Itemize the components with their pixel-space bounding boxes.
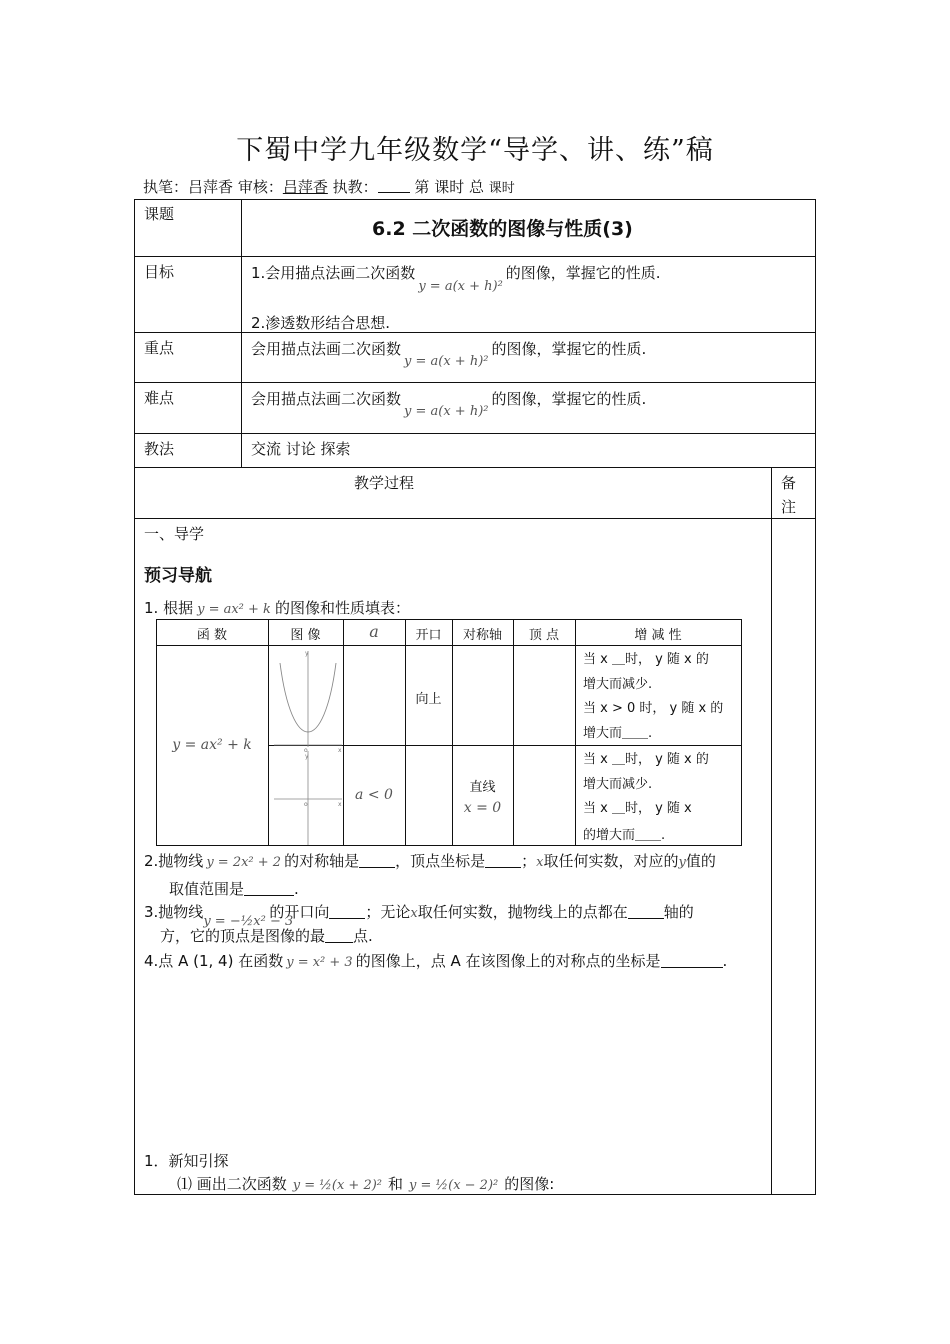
row-divider: [134, 433, 815, 434]
grid-line: [513, 619, 514, 845]
trend-top-line-2: 增大而减少.: [583, 677, 653, 692]
draw-text: ⑴ 画出二次函数: [177, 1175, 287, 1193]
table-border-right: [815, 199, 816, 1195]
meta-line: [143, 176, 515, 197]
document-title: 下蜀中学九年级数学“导学、讲、练”稿: [236, 135, 714, 166]
process-label: 教学过程: [354, 474, 415, 492]
notes-column-divider: [771, 467, 772, 1195]
grid-line: [741, 619, 742, 845]
author-name: 吕萍香: [188, 178, 234, 196]
table-border-left: [134, 199, 135, 1195]
question-2-text: 取值范围是: [169, 880, 245, 898]
grid-line: [575, 619, 576, 845]
grid-line: [156, 845, 742, 846]
graph-x-label: x: [338, 747, 342, 754]
answer-blank[interactable]: [628, 904, 664, 919]
variable-y: y: [678, 855, 686, 870]
period-label: 第 课时: [414, 178, 465, 196]
row-divider: [134, 382, 815, 383]
key-point: [251, 338, 647, 369]
question-3-text: 取任何实数，抛物线上的点都在: [417, 903, 628, 921]
draw-text: 的图像:: [504, 1175, 555, 1193]
question-2-line-2: [169, 878, 299, 899]
question-2-text: .: [294, 880, 299, 898]
key-point-prefix: 会用描点法画二次函数: [251, 340, 402, 358]
answer-blank[interactable]: [359, 853, 395, 868]
trend-top-line-3: 当 x > 0 时， y 随 x 的: [583, 701, 724, 716]
lesson-title: 6.2 二次函数的图像与性质(3): [372, 218, 633, 240]
question-1-formula: y = ax² + k: [197, 602, 271, 617]
opening-up: 向上: [415, 692, 442, 707]
question-2-text: 值的: [685, 852, 716, 870]
label-column-divider: [241, 199, 242, 467]
difficulty-prefix: 会用描点法画二次函数: [251, 390, 402, 408]
header-graph: 图 像: [290, 628, 321, 643]
key-point-suffix: 的图像，掌握它的性质.: [491, 340, 647, 358]
graph-x-label: x: [338, 801, 342, 808]
goal-1: [251, 262, 661, 294]
question-4-text: 4.点 A (1, 4) 在函数: [144, 952, 284, 970]
key-point-formula: y = a(x + h)²: [404, 354, 489, 369]
question-4-formula: y = x² + 3: [286, 955, 353, 970]
answer-blank[interactable]: [485, 853, 521, 868]
question-2-text: 2.抛物线: [144, 852, 204, 870]
key-point-label: 重点: [144, 339, 175, 357]
question-2-text: 取任何实数，对应的: [543, 852, 679, 870]
header-opening: 开口: [415, 628, 442, 643]
axis-line-label: 直线: [469, 780, 496, 795]
table-border-bottom: [134, 1194, 815, 1195]
answer-blank[interactable]: [329, 904, 365, 919]
notes-label-top: 备: [781, 474, 797, 492]
question-3-text: ；无论: [365, 903, 411, 921]
question-2-text: 的对称轴是: [284, 852, 360, 870]
new-knowledge-heading: 1．新知引探: [144, 1152, 229, 1170]
header-axis: 对称轴: [462, 628, 502, 643]
reviewer-name: 吕萍香: [282, 178, 328, 196]
header-a: a: [369, 622, 379, 641]
topic-label: 课题: [144, 205, 175, 223]
downward-parabola-graph: [274, 751, 342, 845]
graph-sketches: [268, 645, 343, 845]
question-4-text: 的图像上，点 A 在该图像上的对称点的坐标是: [355, 952, 661, 970]
trend-bottom-line-4: 的增大而＿＿.: [583, 828, 666, 843]
table-border-top: [134, 199, 815, 200]
question-3-text: 的开口向: [269, 903, 330, 921]
graph-o-label: o: [304, 801, 308, 808]
preview-heading: 预习导航: [144, 566, 212, 586]
method-label: 教法: [144, 440, 175, 458]
trend-top-line-4: 增大而＿＿.: [583, 726, 653, 741]
difficulty-label: 难点: [144, 389, 175, 407]
answer-blank[interactable]: [244, 881, 294, 896]
question-2-line-1: [144, 850, 716, 871]
row-divider: [134, 256, 815, 257]
grid-line: [156, 619, 157, 845]
formula-plus: y = ½(x + 2)²: [292, 1178, 382, 1193]
part-1-heading: 一、导学: [144, 525, 205, 543]
difficulty-suffix: 的图像，掌握它的性质.: [491, 390, 647, 408]
a-negative: a < 0: [355, 787, 393, 803]
question-1: [144, 597, 410, 618]
draw-text: 和: [388, 1175, 404, 1193]
difficulty: [251, 388, 647, 419]
header-vertex: 顶 点: [528, 628, 560, 643]
total-unit: 课时: [488, 181, 515, 196]
function-formula: y = ax² + k: [172, 737, 252, 753]
author-label: 执笔：: [143, 178, 189, 196]
method: 交流 讨论 探索: [251, 440, 351, 458]
variable-x: x: [410, 906, 418, 921]
grid-line: [156, 619, 742, 620]
notes-label-bottom: 注: [781, 498, 797, 516]
question-3-text: 方，它的顶点是图像的最: [160, 927, 326, 945]
trend-bottom-line-1: 当 x ＿时， y 随 x 的: [583, 752, 709, 767]
teacher-label: 执教：: [332, 178, 378, 196]
goal-label: 目标: [144, 263, 175, 281]
question-3-text: 轴的: [663, 903, 694, 921]
goal-2: 2.渗透数形结合思想.: [251, 314, 391, 332]
answer-blank[interactable]: [325, 928, 353, 943]
goal-1-suffix: 的图像，掌握它的性质.: [505, 264, 661, 282]
graph-y-label: y: [305, 650, 309, 657]
variable-x: x: [536, 855, 544, 870]
grid-line: [405, 619, 406, 845]
question-4: [144, 950, 727, 971]
question-3-text: 3.抛物线: [144, 903, 204, 921]
question-2-text: ；: [521, 852, 537, 870]
row-divider: [134, 518, 815, 519]
question-2-formula: y = 2x² + 2: [206, 855, 282, 870]
question-4-text: .: [722, 952, 728, 970]
grid-line: [343, 619, 344, 845]
answer-blank[interactable]: [661, 953, 723, 968]
trend-bottom-line-2: 增大而减少.: [583, 777, 653, 792]
question-3-line-1: [144, 901, 694, 929]
row-divider: [134, 332, 815, 333]
difficulty-formula: y = a(x + h)²: [404, 404, 489, 419]
question-3-text: 点.: [353, 927, 373, 945]
total-label: 总: [468, 178, 484, 196]
draw-instruction: [177, 1173, 554, 1194]
axis-equation: x = 0: [463, 800, 502, 816]
trend-top-line-1: 当 x ＿时， y 随 x 的: [583, 652, 709, 667]
grid-line: [156, 645, 742, 646]
graph-o-label: o: [304, 747, 308, 754]
question-1-suffix: 的图像和性质填表：: [274, 599, 410, 617]
formula-minus: y = ½(x − 2)²: [409, 1178, 499, 1193]
reviewer-label: 审核：: [237, 178, 283, 196]
trend-bottom-line-3: 当 x ＿时， y 随 x: [583, 801, 692, 816]
question-1-prefix: 1. 根据: [144, 599, 194, 617]
header-monotonicity: 增 减 性: [634, 628, 682, 643]
teacher-blank: [378, 178, 410, 193]
question-2-text: ，顶点坐标是: [395, 852, 486, 870]
graph-y-label: y: [305, 753, 309, 760]
question-3-line-2: [160, 925, 373, 946]
goal-1-formula: y = a(x + h)²: [418, 279, 503, 294]
upward-parabola-graph: [274, 650, 342, 754]
row-divider: [134, 467, 815, 468]
question-3-formula: y = −½x² − 3: [203, 914, 294, 929]
header-function: 函 数: [196, 628, 228, 643]
goal-1-prefix: 1.会用描点法画二次函数: [251, 264, 416, 282]
